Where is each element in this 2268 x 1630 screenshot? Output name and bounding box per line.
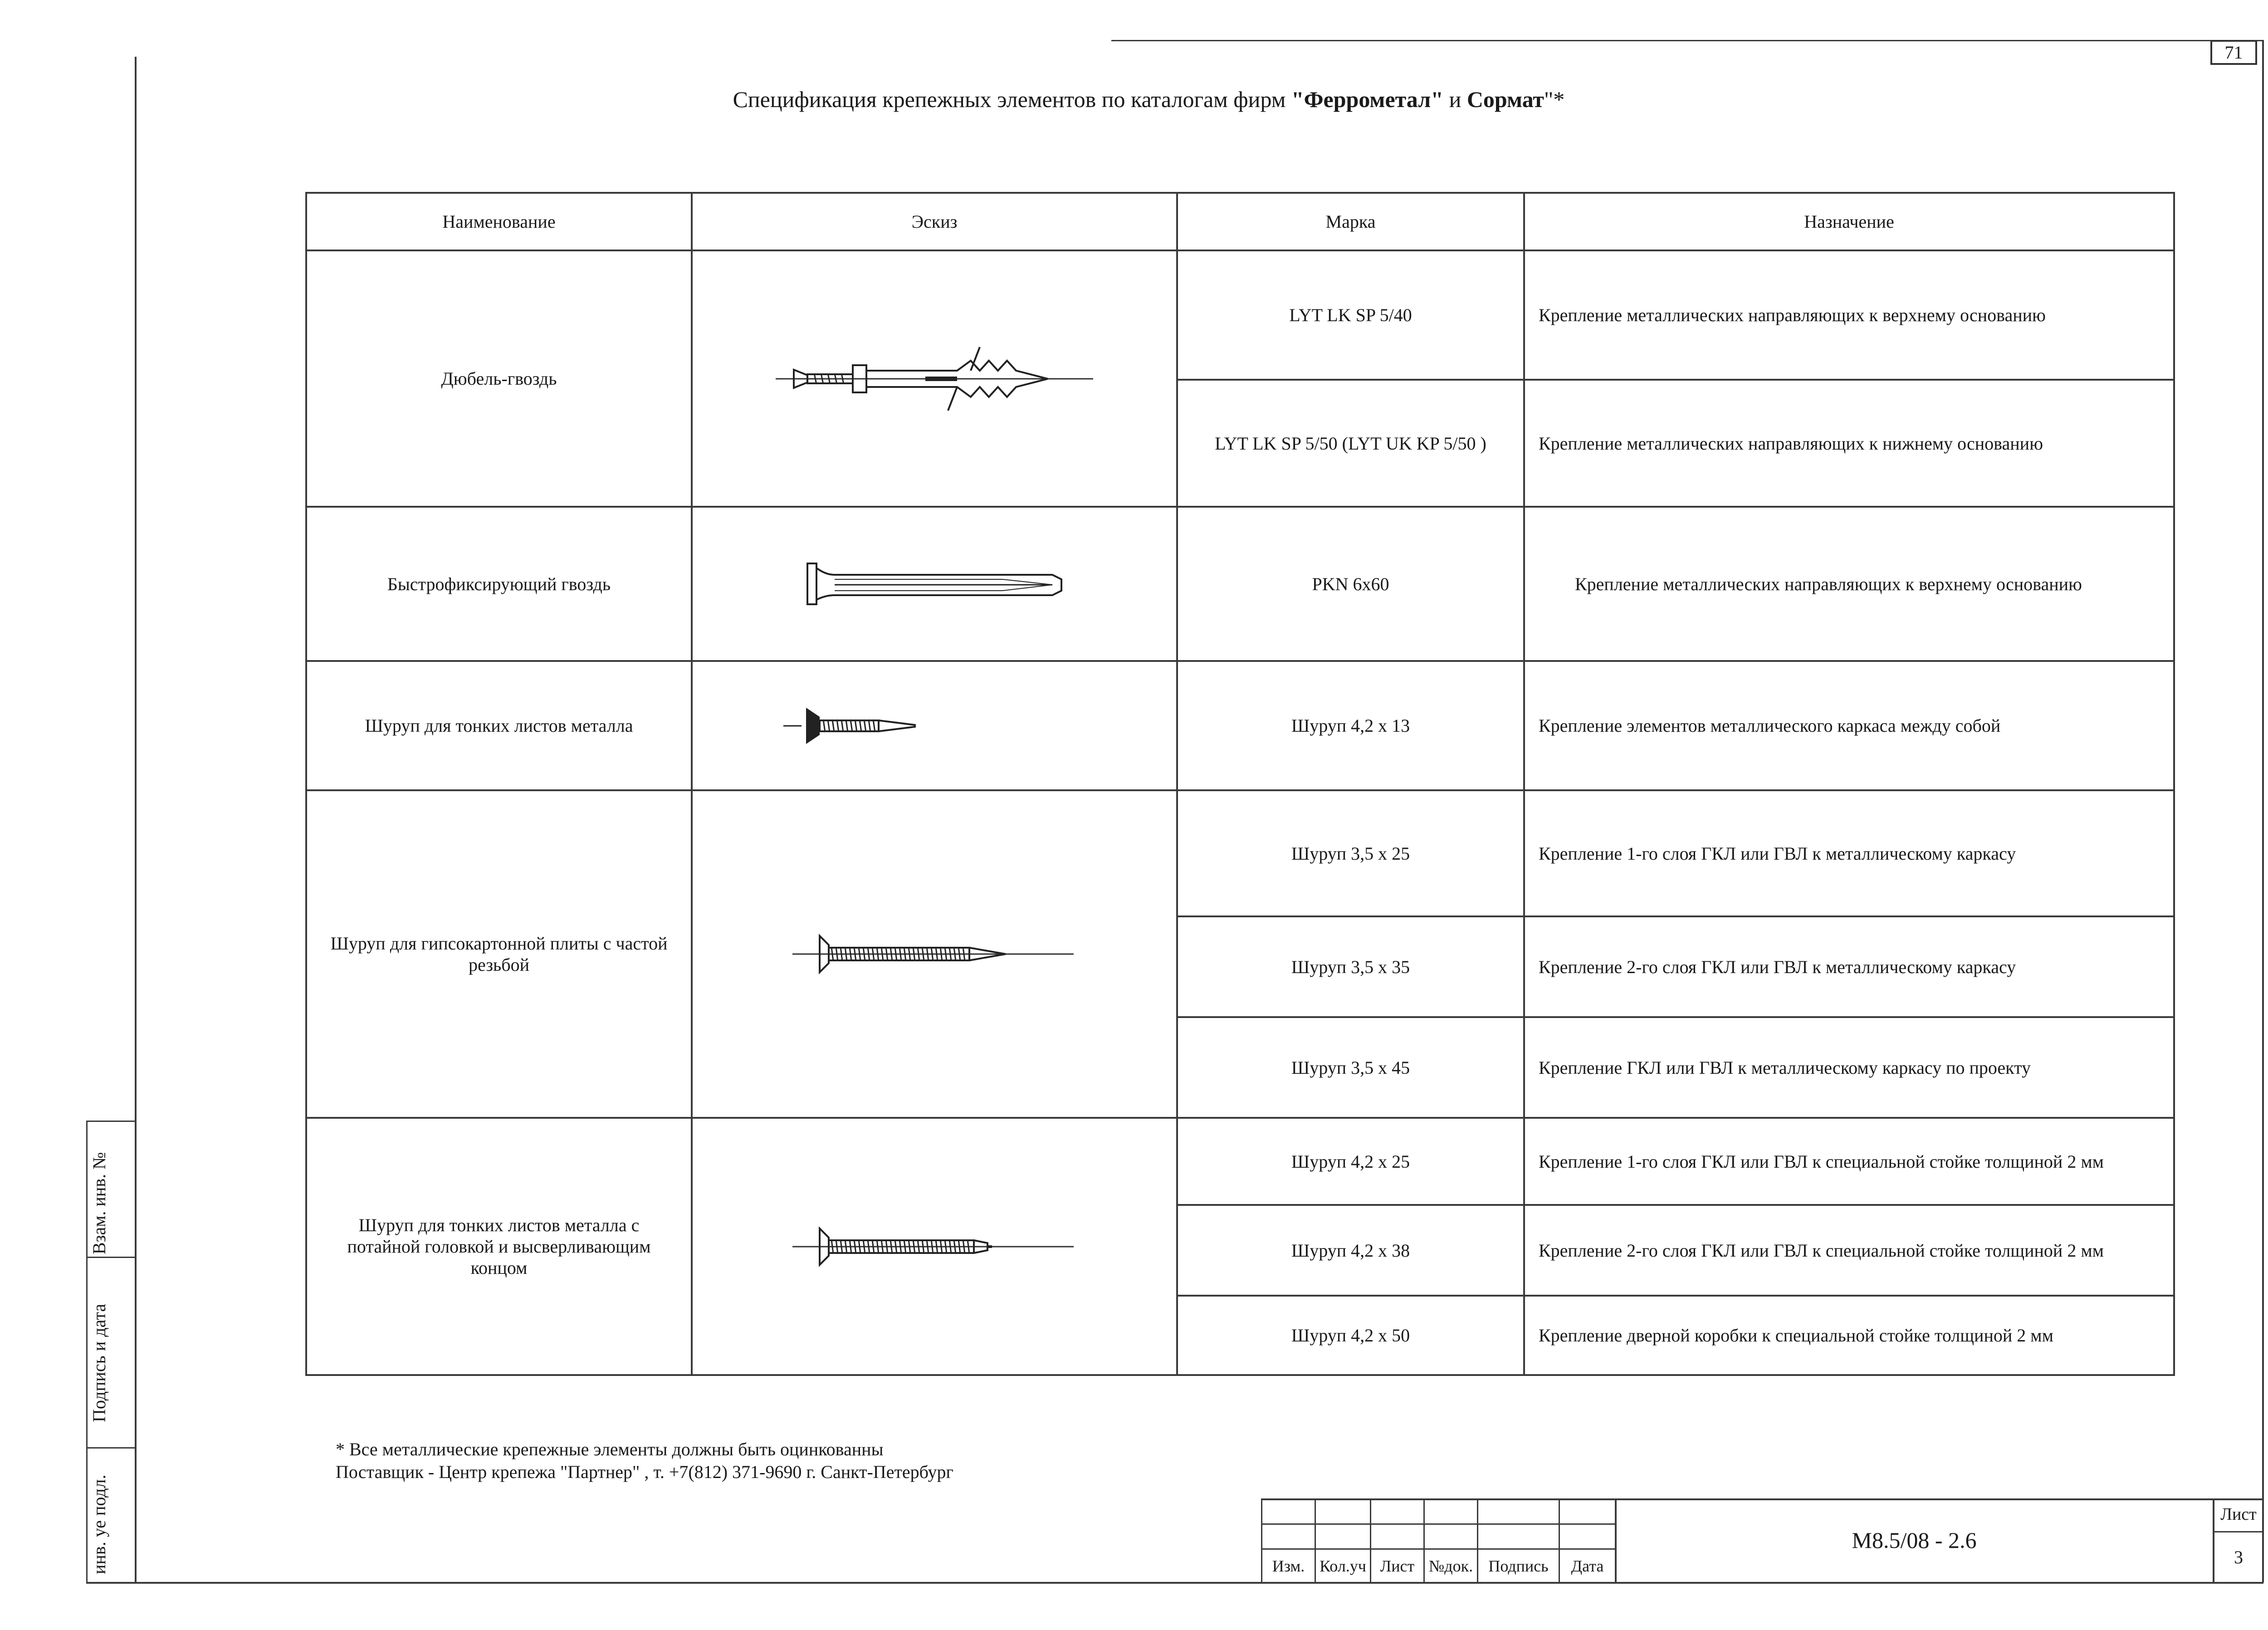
stamp-replace-inv: Взам. инв. № — [89, 1152, 109, 1254]
item-mark: Шуруп 4,2 x 13 — [1177, 661, 1524, 790]
footnote-line: * Все металлические крепежные элементы должны быть оцинкованны — [336, 1439, 884, 1459]
title-block-grid — [1261, 1498, 1616, 1584]
frame-top-line — [1111, 40, 2263, 41]
col-doc-number: №док. — [1424, 1549, 1478, 1583]
item-mark: Шуруп 4,2 x 38 — [1177, 1205, 1524, 1296]
stamp-signature-date: Подпись и дата — [89, 1303, 109, 1422]
item-mark: PKN 6x60 — [1177, 507, 1524, 661]
item-purpose: Крепление металлических направляющих к верхнему основанию — [1524, 507, 2174, 661]
col-date: Дата — [1559, 1549, 1616, 1583]
header-name: Наименование — [306, 193, 692, 250]
sketch-cell — [692, 661, 1177, 790]
item-mark: Шуруп 3,5 x 25 — [1177, 790, 1524, 916]
header-sketch: Эскиз — [692, 193, 1177, 250]
table-row — [306, 250, 2174, 380]
item-purpose: Крепление металлических направляющих к нижнему основанию — [1524, 380, 2174, 507]
item-purpose: Крепление элементов металлического каркаса между собой — [1524, 661, 2174, 790]
item-mark: Шуруп 4,2 x 50 — [1177, 1296, 1524, 1375]
sketch-cell — [692, 507, 1177, 661]
item-purpose: Крепление 1-го слоя ГКЛ или ГВЛ к металлическому каркасу — [1524, 790, 2174, 916]
table-row — [306, 507, 2174, 661]
item-name: Шуруп для тонких листов металла с потайной головкой и высверливающим концом — [306, 1118, 692, 1375]
page-number: 71 — [2210, 40, 2257, 65]
stamp-original-inv: инв. уе подл. — [89, 1474, 109, 1574]
stamp-divider — [86, 1447, 136, 1449]
quick-fix-nail-icon — [798, 554, 1070, 613]
item-mark: Шуруп 4,2 x 25 — [1177, 1118, 1524, 1205]
title-block-header-row — [1262, 1549, 1616, 1583]
short-screw-icon — [783, 699, 933, 753]
item-mark: Шуруп 3,5 x 35 — [1177, 916, 1524, 1017]
item-mark: LYT LK SP 5/50 (LYT UK KP 5/50 ) — [1177, 380, 1524, 507]
nail-dowel-icon — [776, 343, 1093, 415]
spec-table — [305, 192, 2175, 1376]
header-mark: Марка — [1177, 193, 1524, 250]
item-name: Быстрофиксирующий гвоздь — [306, 507, 692, 661]
col-count: Кол.уч — [1315, 1549, 1371, 1583]
page-title: Спецификация крепежных элементов по каталогам фирм "Феррометал" и Сормат"* — [733, 87, 1565, 112]
item-name: Шуруп для гипсокартонной плиты с частой резьбой — [306, 790, 692, 1118]
sketch-cell — [692, 250, 1177, 507]
document-code: М8.5/08 - 2.6 — [1852, 1527, 1977, 1553]
stamp-strip-left — [86, 1121, 88, 1583]
table-header-row — [306, 193, 2174, 250]
table-row — [306, 790, 2174, 916]
item-purpose: Крепление 2-го слоя ГКЛ или ГВЛ к специальной стойке толщиной 2 мм — [1524, 1205, 2174, 1296]
sketch-cell — [692, 790, 1177, 1118]
stamp-divider — [86, 1257, 136, 1258]
item-purpose: Крепление ГКЛ или ГВЛ к металлическому каркасу по проекту — [1524, 1017, 2174, 1118]
item-name: Дюбель-гвоздь — [306, 250, 692, 507]
table-row — [306, 1118, 2174, 1205]
sheet-label: Лист — [2220, 1505, 2257, 1524]
sheet-number: 3 — [2234, 1547, 2243, 1567]
item-purpose: Крепление металлических направляющих к верхнему основанию — [1524, 250, 2174, 380]
footnote — [336, 1438, 953, 1483]
stamp-strip-top — [86, 1121, 136, 1122]
col-signature: Подпись — [1478, 1549, 1559, 1583]
item-purpose: Крепление 2-го слоя ГКЛ или ГВЛ к металлическому каркасу — [1524, 916, 2174, 1017]
item-name: Шуруп для тонких листов металла — [306, 661, 692, 790]
frame-left-line — [135, 57, 137, 1583]
col-sheet: Лист — [1371, 1549, 1424, 1583]
item-purpose: Крепление 1-го слоя ГКЛ или ГВЛ к специальной стойке толщиной 2 мм — [1524, 1118, 2174, 1205]
item-mark: Шуруп 3,5 x 45 — [1177, 1017, 1524, 1118]
self-drilling-screw-icon — [792, 1219, 1074, 1274]
footnote-line: Поставщик - Центр крепежа "Партнер" , т. +7(812) 371-9690 г. Санкт-Петербург — [336, 1462, 953, 1482]
drywall-screw-icon — [792, 927, 1074, 981]
item-purpose: Крепление дверной коробки к специальной стойке толщиной 2 мм — [1524, 1296, 2174, 1375]
col-change: Изм. — [1262, 1549, 1315, 1583]
item-mark: LYT LK SP 5/40 — [1177, 250, 1524, 380]
frame-right-line — [2262, 40, 2264, 1582]
header-purpose: Назначение — [1524, 193, 2174, 250]
sketch-cell — [692, 1118, 1177, 1375]
table-row — [306, 661, 2174, 790]
